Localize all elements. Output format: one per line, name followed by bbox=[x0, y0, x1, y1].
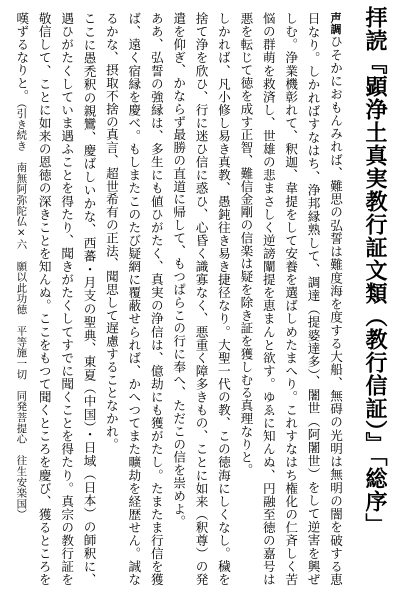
paragraph-text: ひそかにおもんみれば、難思の弘誓は難度海を度する大船、無碍の光明は無明の闇を破する恵日なり。しかればすなはち、浄邦縁熟して、調達（提婆達多）、闍世（阿闍世）をして逆害を興ぜしむ。浄業機彰れて、釈迦、韋提をして安養を選ばしめたまへり。これすなはち権化の仁斉しく苦悩の群萌を救済し、世雄の悲まさしく逆謗闡提を恵まんと欲す。ゆゑに知んぬ、円融至徳の嘉号は悪を転じて徳を成す正智、難信金剛の信楽は疑を除き証を獲しむる真理なりと。 bbox=[238, 12, 343, 586]
chant-marker-tone: 調 bbox=[329, 23, 342, 36]
paragraph-3 bbox=[100, 12, 167, 586]
paragraph-1 bbox=[234, 12, 346, 586]
chant-marker-voice: 声 bbox=[329, 12, 342, 24]
paragraph-4 bbox=[10, 12, 100, 586]
page-title: 拝読『顕浄土真実教行証文類（教行信証）』「総序」 bbox=[362, 6, 387, 536]
paragraph-text: ああ、弘誓の強縁は、多生にも値ひがたく、真実の浄信は、億劫にも獲がたし。たまたま行信を獲ば、遠く宿縁を慶べ。もしまたこのたび疑網に覆蔽せられば、かへつてまた曠劫を経歴せん。誠なるかな、摂取不捨の真言、超世希有の正法、聞思して遅慮することなかれ。 bbox=[103, 12, 164, 586]
sutra-text-body bbox=[10, 12, 346, 586]
paragraph-text: しかれば、凡小修し易き真教、愚鈍往き易き捷径なり。大聖一代の教、この徳海にしくなし。穢を捨て浄を欣ひ、行に迷ひ信に惑ひ、心昏く識寡なく、悪重く障多きもの、ことに如来（釈尊）の発遣を仰ぎ、かならず最勝の直道に帰して、もつぱらこの行に奉へ、ただこの信を崇めよ。 bbox=[171, 12, 231, 586]
recitation-note: （引き続き 南無阿弥陀仏×六 願以此功徳 平等施一切 同発菩提心 往生安楽国） bbox=[15, 102, 28, 520]
paragraph-2 bbox=[167, 12, 234, 586]
paragraph-text: ここに愚禿釈の親鸞、慶ばしいかな、西蕃・月支の聖典、東夏（中国）・日域（日本）の師釈に、遇ひがたくしていま遇ふことを得たり、聞きがたくしてすでに聞くことを得たり。真宗の教行証を敬信して、ことに如来の恩徳の深きことを知んぬ。ここをもつて聞くところを慶び、獲るところを嘆ずるなりと。 bbox=[14, 12, 97, 586]
